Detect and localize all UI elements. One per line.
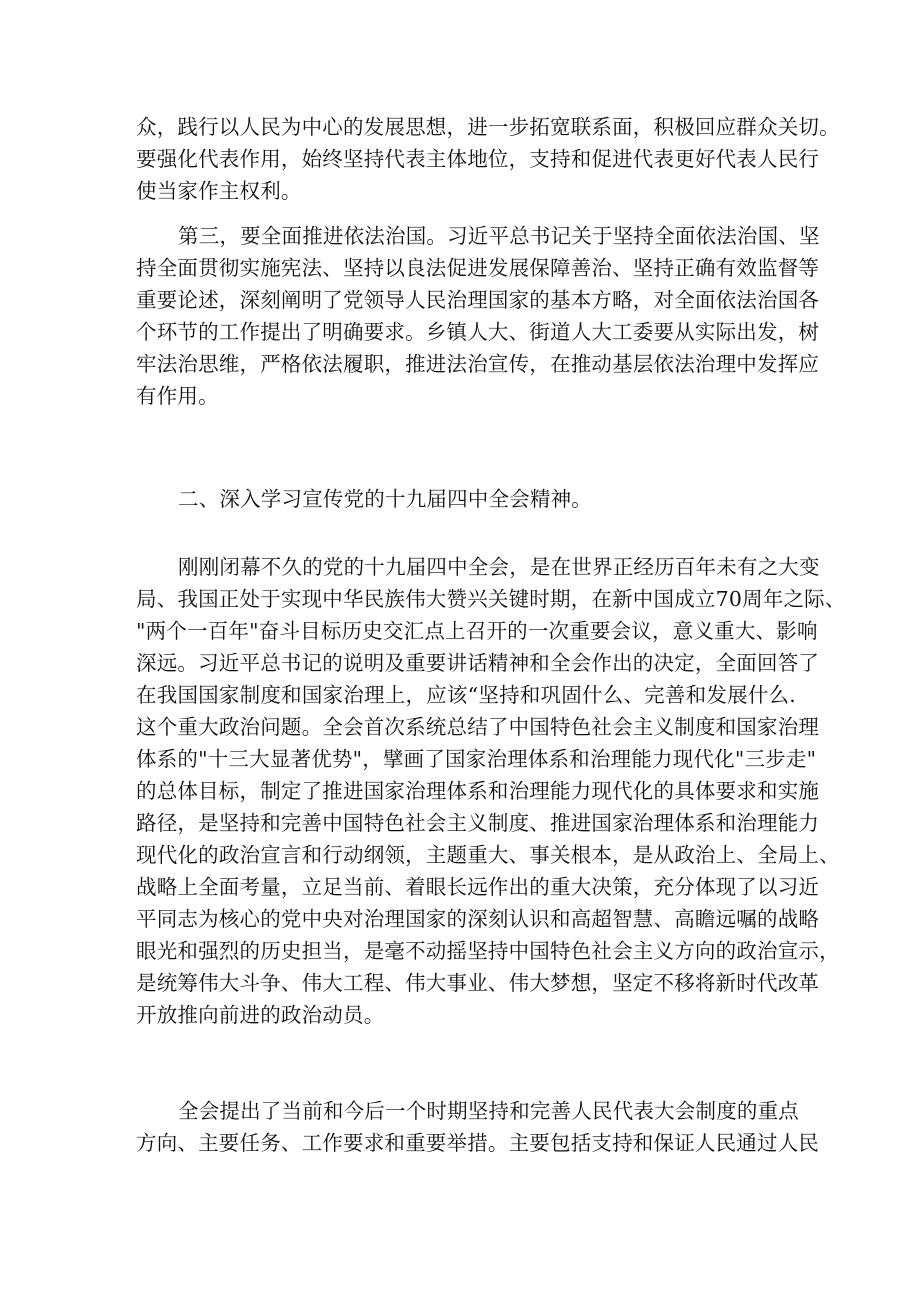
text-line: 眼光和强烈的历史担当，是毫不动摇坚持中国特色社会主义方向的政治宣示， (136, 939, 840, 963)
text-line: 在我国国家制度和国家治理上，应该“坚持和巩固什么、完善和发展什么. (136, 683, 796, 707)
paragraph-continuation (136, 111, 840, 207)
text-line: 路径，是坚持和完善中国特色社会主义制度、推进国家治理体系和治理能力 (136, 811, 820, 835)
text-line: 这个重大政治问题。全会首次系统总结了中国特色社会主义制度和国家治理 (136, 715, 820, 739)
text-line: 全会提出了当前和今后一个时期坚持和完善人民代表大会制度的重点 (178, 1099, 799, 1123)
text-line: 有作用。 (136, 384, 219, 408)
text-line: 重要论述，深刻阐明了党领导人民治理国家的基本方略，对全面依法治国各 (136, 288, 820, 312)
text-line: 深远。习近平总书记的说明及重要讲话精神和全会作出的决定，全面回答了 (136, 651, 820, 675)
text-line: 战略上全面考量，立足当前、着眼长远作出的重大决策，充分体现了以习近 (136, 875, 820, 899)
heading-line: 二、深入学习宣传党的十九届四中全会精神。 (178, 487, 592, 511)
paragraph-rule-of-law (136, 220, 820, 412)
text-line: 开放推向前进的政治动员。 (136, 1003, 385, 1027)
text-line: 局、我国正处于实现中华民族伟大赞兴关键时期，在新中国成立70周年之际、 (136, 587, 846, 611)
section-heading (136, 483, 796, 515)
text-line: 体系的"十三大显著优势"，擘画了国家治理体系和治理能力现代化"三步走" (136, 747, 817, 771)
text-line: 刚刚闭幕不久的党的十九届四中全会，是在世界正经历百年未有之大变 (178, 555, 820, 579)
text-line: "两个一百年"奋斗目标历史交汇点上召开的一次重要会议，意义重大、影响 (136, 619, 818, 643)
text-line: 持全面贯彻实施宪法、坚持以良法促进发展保障善治、坚持正确有效监督等 (136, 256, 820, 280)
text-line: 是统筹伟大斗争、伟大工程、伟大事业、伟大梦想，坚定不移将新时代改革 (136, 971, 820, 995)
text-line: 使当家作主权利。 (136, 179, 302, 203)
text-line: 第三，要全面推进依法治国。习近平总书记关于坚持全面依法治国、坚 (178, 224, 820, 248)
paragraph-plenary-session (136, 551, 846, 1031)
paragraph-plenary-measures (136, 1095, 820, 1159)
text-line: 个环节的工作提出了明确要求。乡镇人大、街道人大工委要从实际出发，树 (136, 320, 820, 344)
text-line: 方向、主要任务、工作要求和重要举措。主要包括支持和保证人民通过人民 (136, 1131, 820, 1155)
text-line: 牢法治思维，严格依法履职，推进法治宣传，在推动基层依法治理中发挥应 (136, 352, 820, 376)
text-line: 现代化的政治宣言和行动纲领，主题重大、事关根本，是从政治上、全局上、 (136, 843, 840, 867)
text-line: 平同志为核心的党中央对治理国家的深刻认识和高超智慧、高瞻远嘱的战略 (136, 907, 820, 931)
text-line: 要强化代表作用，始终坚持代表主体地位，支持和促进代表更好代表人民行 (136, 147, 820, 171)
text-line: 的总体目标，制定了推进国家治理体系和治理能力现代化的具体要求和实施 (136, 779, 820, 803)
text-line: 众，践行以人民为中心的发展思想，进一步拓宽联系面，积极回应群众关切。 (136, 115, 840, 139)
